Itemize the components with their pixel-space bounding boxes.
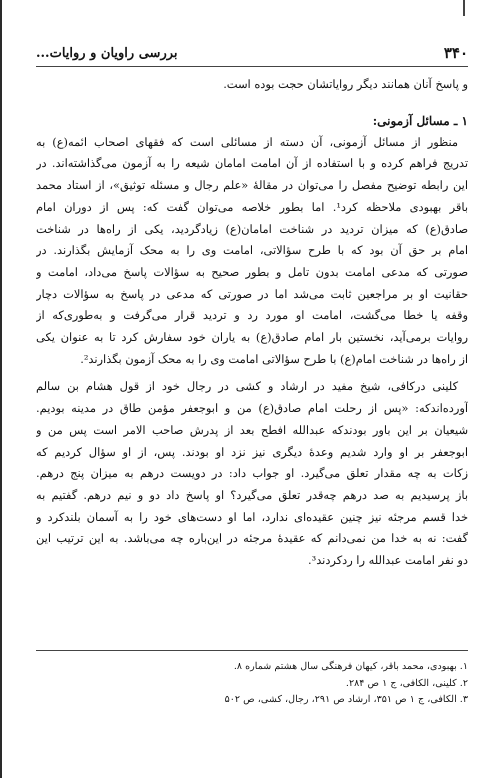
paragraph-2 <box>36 376 468 571</box>
text-line: امام بر حق آن بود که با طرح سؤالاتی، امامت وی را به محک آزمایش بگذارند. در <box>36 243 468 258</box>
page-header <box>36 44 468 67</box>
intro-line: و پاسخ آنان همانند دیگر روایاتشان حجت بوده است. <box>223 77 468 91</box>
page-number: ۳۴۰ <box>443 44 468 62</box>
section-heading: ۱ ـ مسائل آزمونی: <box>372 113 468 128</box>
text-line: صادق(ع) که میزان تردید در شناخت امامان(ع) زیادگردید، یکی از راه‌ها در شناخت <box>36 221 468 236</box>
text-line: تدریج فراهم کرده و با استفاده از آن امامت امامان شیعه را به آزمون می‌گذاشته‌اند. در <box>36 156 468 171</box>
text-line: شیعیان بر این باور بودندکه عبدالله افطح بعد از پدرش صاحب الامر است پس من و <box>36 422 468 437</box>
text-line: خدا قسم مرجئه نیز چنین عقیده‌ای ندارد، اما او دست‌های خود را به آسمان بلندکرد و <box>36 509 468 524</box>
page-edge-mark <box>463 0 465 16</box>
text-line: این رابطه توضیح مفصل را می‌توان در مقالهٔ «علم رجال و مسئله توثیق»، از استاد محمد <box>36 178 468 193</box>
text-line: آورده‌اندکه: «پس از رحلت امام صادق(ع) من و ابوجعفر مؤمن طاق در مدینه بودیم. <box>36 401 468 416</box>
text-line: از راه‌ها در شناخت امام(ع) با طرح سؤالاتی امامت وی را به محک آزمون بگذارند². <box>80 351 468 366</box>
footnote-1: ۱. بهبودی، محمد باقر، کیهان فرهنگی سال هشتم شماره ۸. <box>233 661 468 672</box>
footnote-2: ۲. کلینی، الکافی، ج ۱ ص ۲۸۴. <box>345 677 468 689</box>
main-text <box>36 74 468 572</box>
text-line: منظور از مسائل آزمونی، آن دسته از مسائلی است که فقهای اصحاب ائمه(ع) به <box>36 134 458 149</box>
text-line: صورتی که مدعی امامت بدون تامل و بطور صحیح به سؤالات پاسخ می‌داد، امامت و <box>36 264 468 279</box>
footnotes <box>36 650 468 709</box>
running-title: بررسی راویان و روایات... <box>36 46 178 61</box>
text-line: باز پرسیدیم به صد درهم چه‌قدر تعلق می‌گیرد؟ او پاسخ داد دو و نیم درهم. گفتیم به <box>36 487 468 502</box>
text-line: کلینی درکافی، شیخ مفید در ارشاد و کشی در رجال خود از قول هشام بن سالم <box>36 379 458 394</box>
text-line: گفت: نه به خدا من نمی‌دانم که عقیدهٔ مرجئه در این‌باره چه می‌باشد. به این ترتیب این <box>36 531 468 546</box>
text-line: ابوجعفر بر او وارد شدیم وعدهٔ دیگری نیز نزد او بودند. پس، از او سؤال کردیم که <box>36 444 468 459</box>
text-line: وقفه یا خطا می‌گشت، امامت او مورد رد و تردید قرار می‌گرفت و به‌طوری‌که از <box>36 308 468 323</box>
text-line: باقر بهبودی ملاحظه کرد¹. اما بطور خلاصه می‌توان گفت که: پس از دوران امام <box>36 199 468 214</box>
paragraph-1 <box>36 132 468 371</box>
footnote-3: ۳. الکافی، ج ۱ ص ۳۵۱، ارشاد ص ۲۹۱، رجال، کشی، ص ۵۰۲ <box>224 694 468 705</box>
text-line: زکات به چه مقدار تعلق می‌گیرد. او جواب داد: در دویست درهم به میزان پنج درهم. <box>36 466 468 481</box>
text-line: روایات برمی‌آید، نخستین بار امام صادق(ع) به یاران خود سفارش کرد تا به عنوان یکی <box>36 330 468 345</box>
text-line: حقانیت او بر مراجعین ثابت می‌شد اما در صورتی که مدعی در پاسخ به سؤالات دچار <box>36 286 468 301</box>
text-line: دو نفر امامت عبدالله را ردکردند³. <box>307 553 468 568</box>
